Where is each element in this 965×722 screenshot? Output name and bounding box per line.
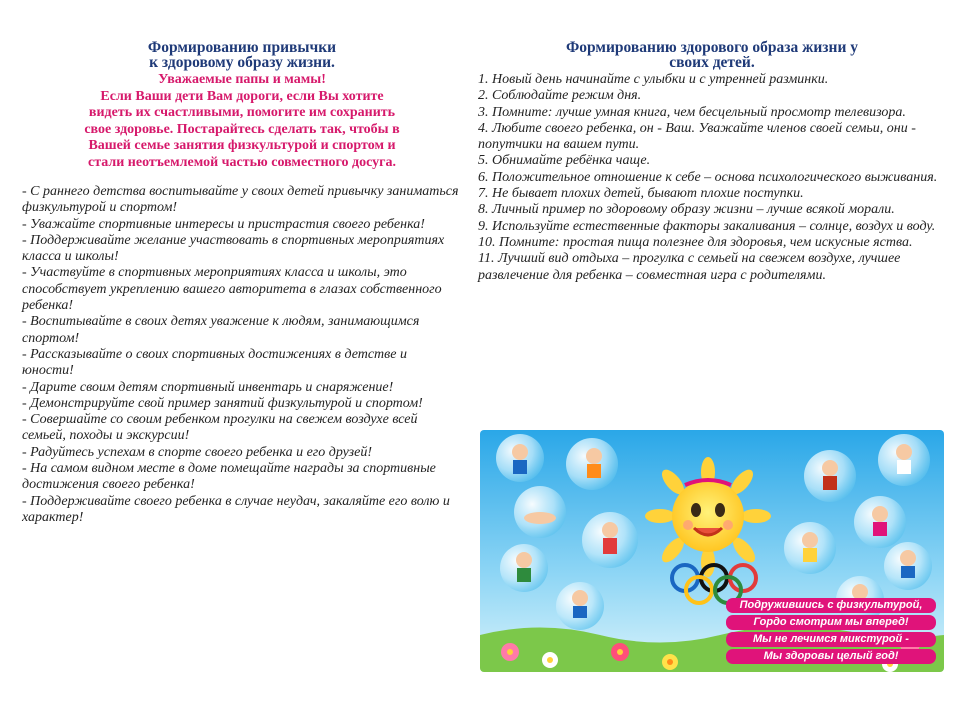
appeal-line: Если Ваши дети Вам дороги, если Вы хотите bbox=[100, 88, 384, 104]
appeal-line: свое здоровье. Постарайтесь сделать так, чтобы в bbox=[84, 121, 400, 137]
left-title-line: к здоровому образу жизни. bbox=[149, 54, 335, 71]
tip-item: - Дарите своим детям спортивный инвентарь и снаряжение! bbox=[22, 379, 394, 395]
sun bbox=[645, 457, 771, 577]
tips-list bbox=[22, 184, 462, 526]
appeal-line: видеть их счастливыми, помогите им сохранить bbox=[88, 105, 396, 120]
rule-item: 3. Помните: лучше умная книга, чем бесцельный просмотр телевизора. bbox=[478, 104, 906, 120]
tip-item: - С раннего детства воспитывайте у своих детей привычку заниматься физкультурой и спортом! bbox=[22, 184, 459, 216]
slogan-line: Мы здоровы целый год! bbox=[726, 649, 936, 664]
slogan-line: Подружившись с физкультурой, bbox=[726, 598, 936, 613]
rule-item: 6. Положительное отношение к себе – основа психологического выживания. bbox=[478, 169, 938, 185]
slogan-line: Мы не лечимся микстурой - bbox=[726, 632, 936, 647]
tip-item: - Совершайте со своим ребенком прогулки на свежем воздухе всей семьей, походы и экскурсии! bbox=[22, 412, 418, 444]
sun-face bbox=[672, 480, 744, 552]
rule-item: 7. Не бывает плохих детей, бывают плохие поступки. bbox=[478, 186, 804, 202]
rule-item: 10. Помните: простая пища полезнее для здоровья, чем искусные яства. bbox=[478, 234, 913, 250]
rule-item: 9. Используйте естественные факторы закаливания – солнце, воздух и воду. bbox=[478, 218, 936, 234]
rule-item: 2. Соблюдайте режим дня. bbox=[478, 88, 642, 104]
rule-item: 8. Личный пример по здоровому образу жизни – лучше всякой морали. bbox=[478, 202, 895, 218]
tip-item: - Радуйтесь успехам в спорте своего ребенка и его друзей! bbox=[22, 444, 373, 460]
tip-item: - Поддерживайте своего ребенка в случае неудач, закаляйте его волю и характер! bbox=[22, 493, 450, 525]
slogan-line: Гордо смотрим мы вперед! bbox=[726, 615, 936, 630]
poster-slogan bbox=[726, 598, 936, 666]
rule-item: 5. Обнимайте ребёнка чаще. bbox=[478, 153, 651, 169]
rule-item: 11. Лучший вид отдыха – прогулка с семьей на свежем воздухе, лучшее развлечение для ребенка – совместная игра с родителями. bbox=[478, 251, 901, 283]
tip-item: - На самом видном месте в доме помещайте награды за спортивные достижения своего ребенка! bbox=[22, 461, 436, 493]
parents-appeal bbox=[22, 72, 462, 171]
right-title-line: Формированию здорового образа жизни у bbox=[565, 39, 859, 56]
left-title bbox=[22, 40, 462, 70]
sport-poster-illustration bbox=[480, 430, 944, 672]
appeal-line: Вашей семье занятия физкультурой и спортом и bbox=[88, 138, 396, 153]
rule-item: 4. Любите своего ребенка, он - Ваш. Уважайте членов своей семьи, они - попутчики на вашем пути. bbox=[478, 120, 916, 153]
left-title-line: Формированию привычки bbox=[147, 39, 337, 56]
tip-item: - Воспитывайте в своих детях уважение к людям, занимающимся спортом! bbox=[22, 314, 420, 346]
rules-list bbox=[478, 72, 946, 284]
tip-item: - Поддерживайте желание участвовать в спортивных мероприятиях класса и школы! bbox=[22, 232, 445, 265]
tip-item: - Уважайте спортивные интересы и пристрастия своего ребенка! bbox=[22, 216, 425, 232]
tip-item: - Рассказывайте о своих спортивных достижениях в детстве и юности! bbox=[22, 346, 407, 379]
right-title-line: своих детей. bbox=[669, 54, 755, 71]
rule-item: 1. Новый день начинайте с улыбки и с утренней разминки. bbox=[478, 72, 829, 87]
appeal-line: стали неотъемлемой частью совместного досуга. bbox=[87, 154, 396, 170]
tip-item: - Демонстрируйте свой пример занятий физкультурой и спортом! bbox=[22, 395, 423, 411]
appeal-line: Уважаемые папы и мамы! bbox=[158, 72, 326, 87]
right-title bbox=[478, 40, 946, 70]
tip-item: - Участвуйте в спортивных мероприятиях класса и школы, это способствует укреплению вашего авторитета в глазах собственного ребенка! bbox=[22, 265, 442, 314]
